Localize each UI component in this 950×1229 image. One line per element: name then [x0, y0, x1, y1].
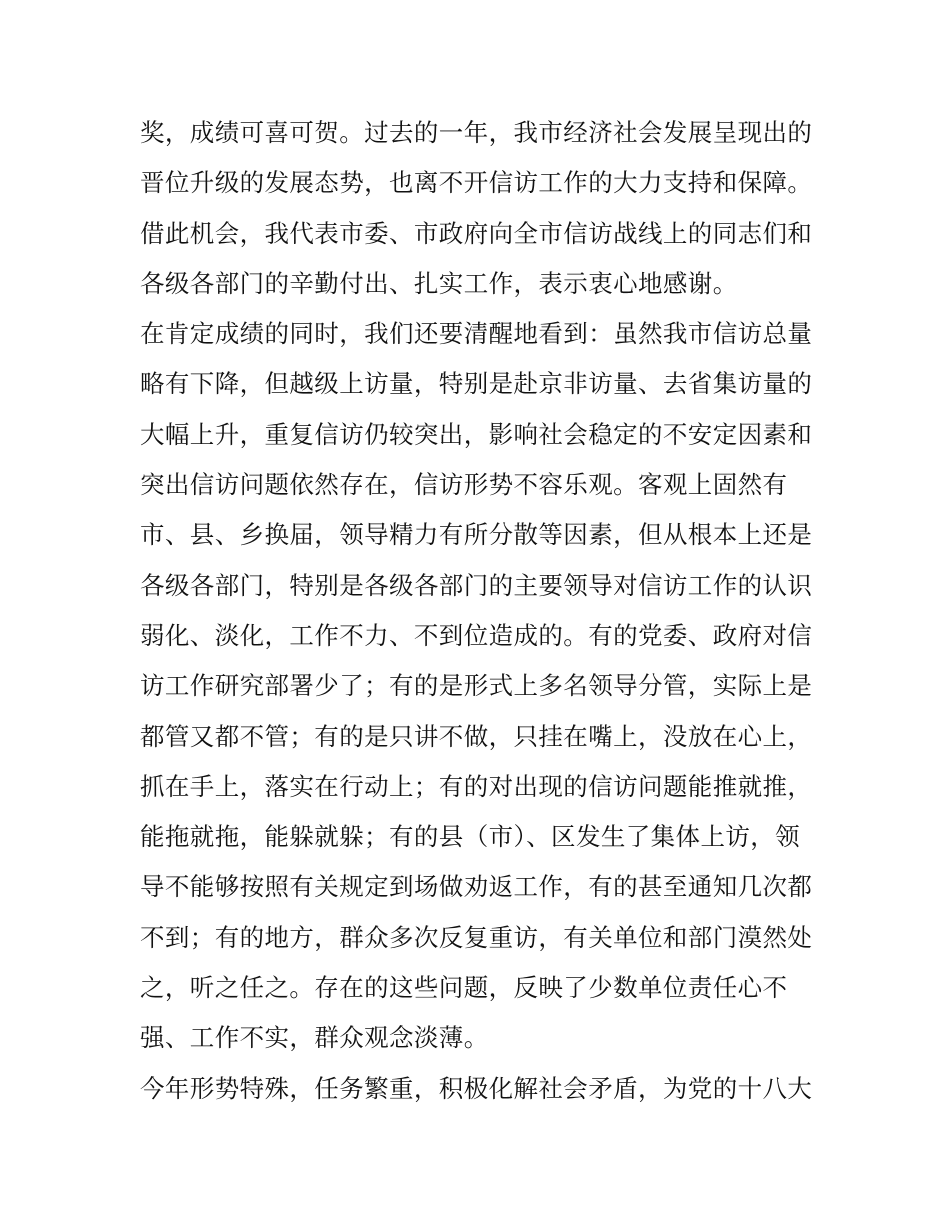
text-line: 访工作研究部署少了；有的是形式上多名领导分管，实际上是: [140, 671, 813, 701]
text-line: 都管又都不管；有的是只讲不做，只挂在嘴上，没放在心上，: [140, 721, 813, 751]
document-body: [140, 108, 830, 1114]
text-line: 导不能够按照有关规定到场做劝返工作，有的甚至通知几次都: [140, 872, 813, 902]
text-line: 大幅上升，重复信访仍较突出，影响社会稳定的不安定因素和: [140, 419, 813, 449]
text-line: 略有下降，但越级上访量，特别是赴京非访量、去省集访量的: [140, 369, 813, 399]
text-line: 抓在手上，落实在行动上；有的对出现的信访问题能推就推，: [140, 771, 813, 801]
text-line: 今年形势特殊，任务繁重，积极化解社会矛盾，为党的十八大: [140, 1073, 813, 1103]
text-line: 不到；有的地方，群众多次反复重访，有关单位和部门漠然处: [140, 922, 813, 952]
text-line: 借此机会，我代表市委、市政府向全市信访战线上的同志们和: [140, 218, 813, 248]
text-line: 各级各部门，特别是各级各部门的主要领导对信访工作的认识: [140, 570, 813, 600]
text-line: 能拖就拖，能躲就躲；有的县（市）、区发生了集体上访，领: [140, 822, 801, 852]
text-line: 各级各部门的辛勤付出、扎实工作，表示衷心地感谢。: [140, 268, 738, 298]
text-line: 奖，成绩可喜可贺。过去的一年，我市经济社会发展呈现出的: [140, 118, 813, 147]
text-line: 市、县、乡换届，领导精力有所分散等因素，但从根本上还是: [140, 520, 813, 550]
text-line: 之，听之任之。存在的这些问题，反映了少数单位责任心不: [140, 973, 788, 1003]
text-line: 在肯定成绩的同时，我们还要清醒地看到：虽然我市信访总量: [140, 319, 813, 349]
text-line: 强、工作不实，群众观念淡薄。: [140, 1023, 489, 1053]
text-line: 晋位升级的发展态势，也离不开信访工作的大力支持和保障。: [140, 168, 813, 198]
text-line: 弱化、淡化，工作不力、不到位造成的。有的党委、政府对信: [140, 620, 813, 650]
text-line: 突出信访问题依然存在，信访形势不容乐观。客观上固然有: [140, 470, 788, 500]
